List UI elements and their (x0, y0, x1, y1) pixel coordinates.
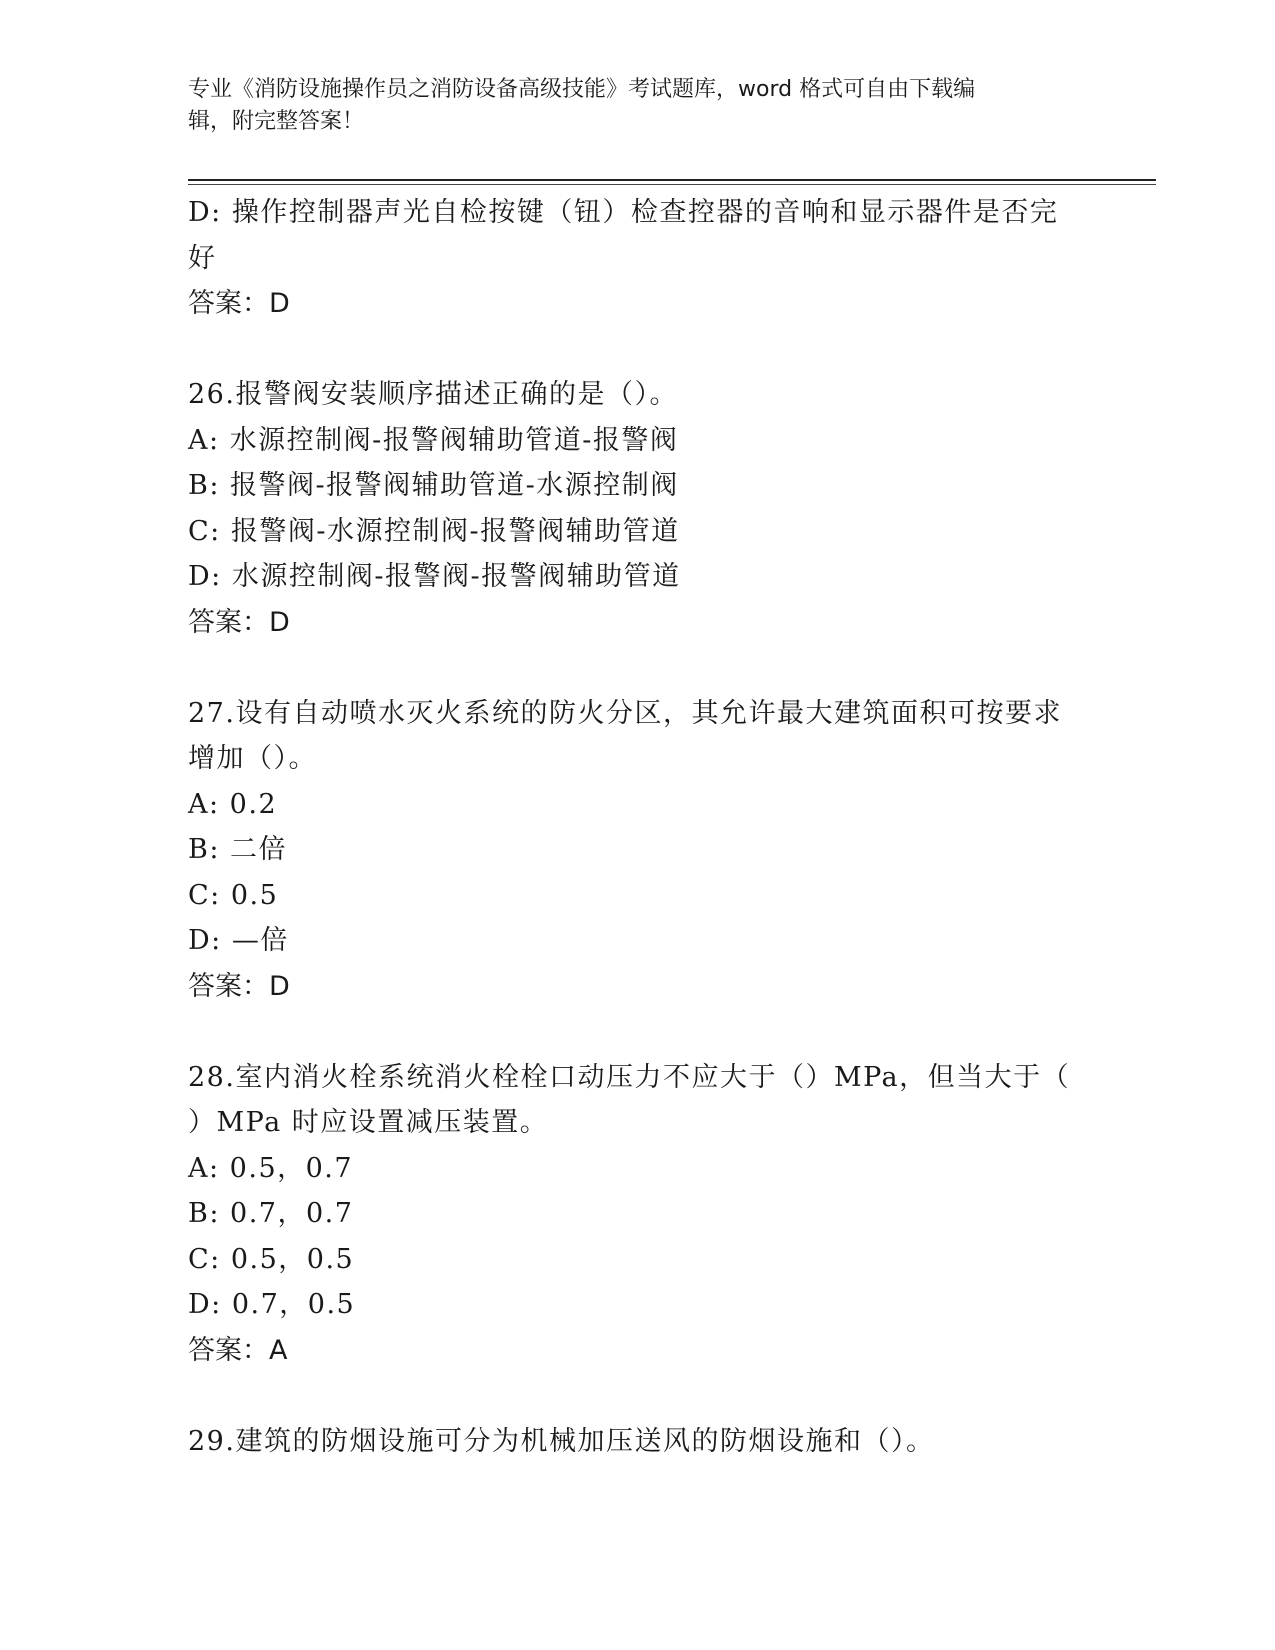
option-d: D: —倍 (188, 925, 289, 956)
question-26 (188, 372, 1068, 645)
question-stem: 27.设有自动喷水灭火系统的防火分区，其允许最大建筑面积可按要求 (188, 697, 1062, 729)
option-d: D: 0.7，0.5 (188, 1289, 356, 1320)
option-a: A: 水源控制阀-报警阀辅助管道-报警阀 (188, 424, 679, 456)
question-29 (188, 1419, 1068, 1465)
answer: 答案：D (188, 970, 290, 1002)
question-stem: 28.室内消火栓系统消火栓栓口动压力不应大于（）MPa，但当大于（ (188, 1061, 1071, 1093)
header-divider-thick (188, 179, 1156, 181)
answer: 答案：A (188, 1334, 288, 1366)
option-d: D: 水源控制阀-报警阀-报警阀辅助管道 (188, 561, 681, 592)
option-a: A: 0.5，0.7 (188, 1152, 354, 1184)
question-28 (188, 1055, 1071, 1374)
option-b: B: 报警阀-报警阀辅助管道-水源控制阀 (188, 470, 679, 501)
spacer (188, 1373, 1068, 1419)
spacer (188, 645, 1068, 691)
option-c: C: 0.5 (188, 879, 279, 911)
option-a: A: 0.2 (188, 788, 278, 820)
page-header (188, 74, 1068, 138)
question-25-fragment (188, 190, 1068, 327)
answer: 答案：D (188, 606, 290, 638)
question-stem-continued: 增加（）。 (188, 743, 317, 774)
question-27 (188, 691, 1068, 1010)
header-divider-thin (188, 184, 1156, 185)
spacer (188, 1009, 1068, 1055)
option-c: C: 0.5，0.5 (188, 1243, 355, 1275)
spacer (188, 327, 1068, 373)
header-line-1: 专业《消防设施操作员之消防设备高级技能》考试题库，word 格式可自由下载编 (188, 77, 976, 102)
question-content (188, 190, 1071, 1464)
question-stem-continued: ）MPa 时应设置减压装置。 (188, 1107, 549, 1138)
question-stem: 26.报警阀安装顺序描述正确的是（）。 (188, 379, 678, 410)
option-c: C: 报警阀-水源控制阀-报警阀辅助管道 (188, 515, 680, 547)
option-d-continued: 好 (188, 242, 217, 274)
header-line-2: 辑，附完整答案！ (188, 109, 365, 134)
answer: 答案：D (188, 288, 290, 319)
question-stem: 29.建筑的防烟设施可分为机械加压送风的防烟设施和（）。 (188, 1425, 935, 1457)
option-d: D: 操作控制器声光自检按键（钮）检查控器的音响和显示器件是否完 (188, 197, 1059, 228)
option-b: B: 二倍 (188, 834, 288, 865)
option-b: B: 0.7，0.7 (188, 1198, 354, 1229)
